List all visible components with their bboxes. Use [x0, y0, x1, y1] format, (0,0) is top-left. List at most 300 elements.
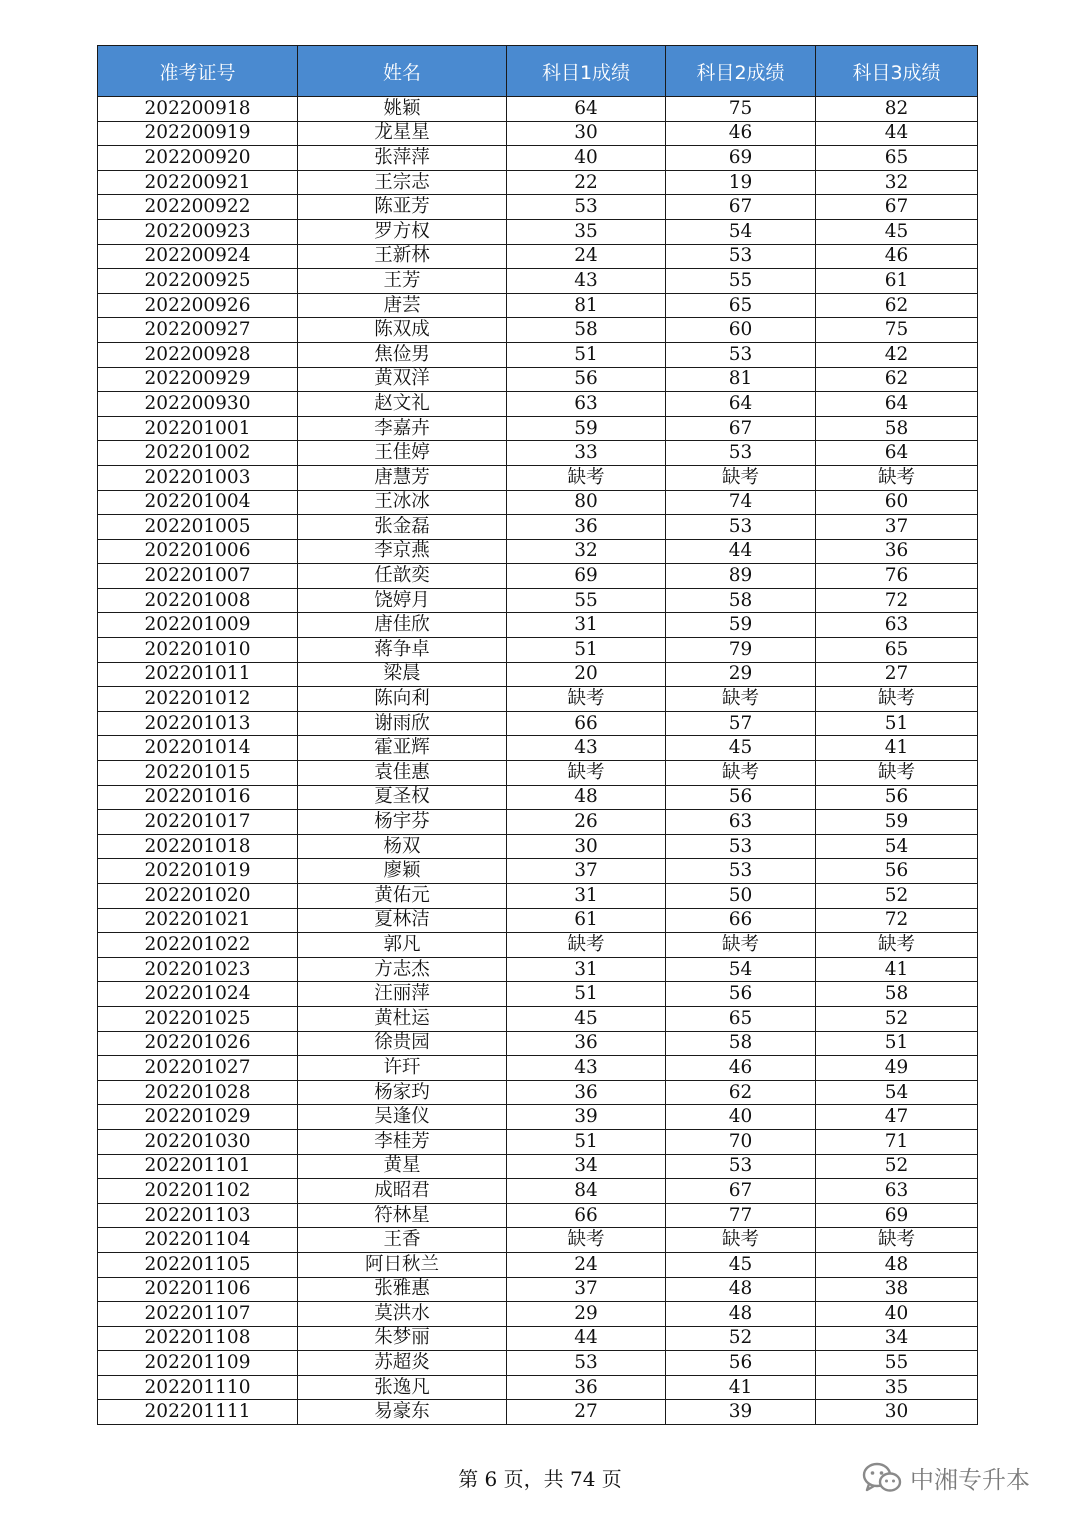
cell-name: 唐芸 — [298, 293, 507, 318]
cell-subject-2: 53 — [666, 244, 816, 269]
table-row — [98, 638, 978, 663]
table-row — [98, 1228, 978, 1253]
table-row — [98, 367, 978, 392]
cell-subject-1: 26 — [507, 810, 666, 835]
cell-subject-1: 32 — [507, 539, 666, 564]
cell-subject-3: 55 — [816, 1351, 978, 1376]
cell-subject-1: 55 — [507, 588, 666, 613]
table-row — [98, 1179, 978, 1204]
cell-subject-1: 39 — [507, 1105, 666, 1130]
cell-subject-3: 41 — [816, 736, 978, 761]
cell-subject-1: 43 — [507, 736, 666, 761]
table-row — [98, 342, 978, 367]
cell-name: 王香 — [298, 1228, 507, 1253]
cell-name: 谢雨欣 — [298, 711, 507, 736]
cell-subject-2: 63 — [666, 810, 816, 835]
cell-subject-2: 40 — [666, 1105, 816, 1130]
table-row — [98, 785, 978, 810]
cell-name: 吴逢仪 — [298, 1105, 507, 1130]
cell-subject-3: 82 — [816, 97, 978, 122]
cell-subject-2: 67 — [666, 1179, 816, 1204]
cell-subject-2: 58 — [666, 1031, 816, 1056]
table-row — [98, 1031, 978, 1056]
cell-name: 张金磊 — [298, 515, 507, 540]
table-row — [98, 933, 978, 958]
cell-subject-2: 41 — [666, 1375, 816, 1400]
cell-subject-2: 79 — [666, 638, 816, 663]
cell-name: 黄佑元 — [298, 884, 507, 909]
cell-subject-1: 24 — [507, 244, 666, 269]
cell-name: 陈亚芳 — [298, 195, 507, 220]
cell-exam-id: 202201103 — [98, 1203, 298, 1228]
table-row — [98, 736, 978, 761]
cell-subject-1: 35 — [507, 219, 666, 244]
cell-subject-2: 53 — [666, 859, 816, 884]
cell-subject-1: 30 — [507, 121, 666, 146]
table-row — [98, 1375, 978, 1400]
cell-subject-1: 31 — [507, 613, 666, 638]
cell-name: 袁佳惠 — [298, 761, 507, 786]
cell-subject-3: 35 — [816, 1375, 978, 1400]
table-row — [98, 859, 978, 884]
cell-subject-1: 缺考 — [507, 1228, 666, 1253]
cell-subject-1: 36 — [507, 515, 666, 540]
cell-subject-3: 52 — [816, 1154, 978, 1179]
cell-subject-1: 45 — [507, 1006, 666, 1031]
cell-subject-3: 72 — [816, 588, 978, 613]
cell-subject-2: 39 — [666, 1400, 816, 1425]
cell-subject-3: 63 — [816, 1179, 978, 1204]
table-row — [98, 97, 978, 122]
table-row — [98, 515, 978, 540]
cell-subject-1: 51 — [507, 1129, 666, 1154]
cell-subject-2: 55 — [666, 269, 816, 294]
cell-exam-id: 202200924 — [98, 244, 298, 269]
cell-name: 朱梦丽 — [298, 1326, 507, 1351]
cell-subject-1: 34 — [507, 1154, 666, 1179]
cell-subject-3: 62 — [816, 367, 978, 392]
cell-subject-3: 51 — [816, 711, 978, 736]
cell-subject-2: 48 — [666, 1302, 816, 1327]
cell-subject-2: 缺考 — [666, 933, 816, 958]
table-row — [98, 170, 978, 195]
cell-subject-2: 77 — [666, 1203, 816, 1228]
cell-subject-3: 60 — [816, 490, 978, 515]
cell-subject-3: 42 — [816, 342, 978, 367]
cell-subject-3: 32 — [816, 170, 978, 195]
cell-subject-3: 30 — [816, 1400, 978, 1425]
cell-subject-3: 52 — [816, 1006, 978, 1031]
cell-name: 黄杜运 — [298, 1006, 507, 1031]
cell-subject-1: 缺考 — [507, 761, 666, 786]
table-row — [98, 195, 978, 220]
cell-exam-id: 202201029 — [98, 1105, 298, 1130]
table-row — [98, 416, 978, 441]
table-row — [98, 1400, 978, 1425]
cell-subject-3: 34 — [816, 1326, 978, 1351]
cell-subject-2: 60 — [666, 318, 816, 343]
cell-subject-1: 51 — [507, 638, 666, 663]
cell-name: 王芳 — [298, 269, 507, 294]
cell-exam-id: 202201001 — [98, 416, 298, 441]
cell-subject-2: 48 — [666, 1277, 816, 1302]
cell-subject-2: 53 — [666, 834, 816, 859]
cell-subject-1: 24 — [507, 1252, 666, 1277]
table-row — [98, 1105, 978, 1130]
cell-subject-3: 67 — [816, 195, 978, 220]
cell-exam-id: 202201023 — [98, 957, 298, 982]
cell-subject-2: 46 — [666, 1056, 816, 1081]
cell-exam-id: 202201006 — [98, 539, 298, 564]
cell-exam-id: 202201010 — [98, 638, 298, 663]
cell-exam-id: 202201030 — [98, 1129, 298, 1154]
table-row — [98, 441, 978, 466]
cell-exam-id: 202200927 — [98, 318, 298, 343]
cell-subject-1: 69 — [507, 564, 666, 589]
cell-subject-2: 56 — [666, 785, 816, 810]
table-row — [98, 588, 978, 613]
table-row — [98, 1326, 978, 1351]
table-row — [98, 392, 978, 417]
cell-subject-3: 44 — [816, 121, 978, 146]
cell-exam-id: 202201107 — [98, 1302, 298, 1327]
table-row — [98, 1006, 978, 1031]
table-row — [98, 1252, 978, 1277]
table-row — [98, 711, 978, 736]
cell-subject-1: 27 — [507, 1400, 666, 1425]
table-row — [98, 834, 978, 859]
watermark-text: 中湘专升本 — [910, 1466, 1030, 1494]
cell-subject-1: 81 — [507, 293, 666, 318]
cell-exam-id: 202201108 — [98, 1326, 298, 1351]
cell-subject-2: 56 — [666, 982, 816, 1007]
cell-name: 王新林 — [298, 244, 507, 269]
cell-exam-id: 202201002 — [98, 441, 298, 466]
cell-exam-id: 202201109 — [98, 1351, 298, 1376]
cell-subject-2: 58 — [666, 588, 816, 613]
table-row — [98, 1351, 978, 1376]
cell-subject-2: 50 — [666, 884, 816, 909]
cell-subject-1: 缺考 — [507, 933, 666, 958]
cell-name: 陈向利 — [298, 687, 507, 712]
cell-exam-id: 202201105 — [98, 1252, 298, 1277]
cell-exam-id: 202200925 — [98, 269, 298, 294]
cell-subject-1: 31 — [507, 957, 666, 982]
cell-subject-1: 37 — [507, 859, 666, 884]
cell-exam-id: 202201110 — [98, 1375, 298, 1400]
cell-name: 梁晨 — [298, 662, 507, 687]
cell-subject-2: 45 — [666, 1252, 816, 1277]
cell-subject-1: 59 — [507, 416, 666, 441]
cell-exam-id: 202200922 — [98, 195, 298, 220]
cell-subject-2: 89 — [666, 564, 816, 589]
cell-subject-1: 58 — [507, 318, 666, 343]
cell-name: 杨宇芬 — [298, 810, 507, 835]
page-number: 第 6 页，共 74 页 — [458, 1467, 622, 1491]
cell-exam-id: 202200920 — [98, 146, 298, 171]
table-row — [98, 465, 978, 490]
cell-name: 焦俭男 — [298, 342, 507, 367]
cell-name: 张萍萍 — [298, 146, 507, 171]
cell-exam-id: 202200918 — [98, 97, 298, 122]
cell-subject-1: 33 — [507, 441, 666, 466]
cell-subject-1: 20 — [507, 662, 666, 687]
cell-exam-id: 202201005 — [98, 515, 298, 540]
cell-name: 夏林洁 — [298, 908, 507, 933]
cell-exam-id: 202200921 — [98, 170, 298, 195]
cell-subject-3: 76 — [816, 564, 978, 589]
cell-name: 姚颖 — [298, 97, 507, 122]
cell-name: 夏圣权 — [298, 785, 507, 810]
cell-exam-id: 202201102 — [98, 1179, 298, 1204]
cell-subject-3: 46 — [816, 244, 978, 269]
cell-subject-3: 52 — [816, 884, 978, 909]
table-row — [98, 1277, 978, 1302]
table-row — [98, 564, 978, 589]
cell-name: 饶婷月 — [298, 588, 507, 613]
table-row — [98, 219, 978, 244]
cell-subject-3: 54 — [816, 834, 978, 859]
cell-subject-3: 40 — [816, 1302, 978, 1327]
cell-subject-3: 56 — [816, 859, 978, 884]
cell-name: 蒋争卓 — [298, 638, 507, 663]
cell-subject-2: 19 — [666, 170, 816, 195]
table-row — [98, 662, 978, 687]
cell-exam-id: 202201027 — [98, 1056, 298, 1081]
header-subject-1: 科目1成绩 — [507, 46, 666, 97]
cell-name: 郭凡 — [298, 933, 507, 958]
cell-subject-3: 缺考 — [816, 687, 978, 712]
cell-exam-id: 202201016 — [98, 785, 298, 810]
cell-name: 赵文礼 — [298, 392, 507, 417]
cell-name: 李嘉卉 — [298, 416, 507, 441]
cell-exam-id: 202201015 — [98, 761, 298, 786]
cell-subject-1: 64 — [507, 97, 666, 122]
cell-subject-2: 53 — [666, 1154, 816, 1179]
cell-subject-3: 54 — [816, 1080, 978, 1105]
cell-name: 王冰冰 — [298, 490, 507, 515]
cell-subject-1: 48 — [507, 785, 666, 810]
table-row — [98, 810, 978, 835]
table-row — [98, 687, 978, 712]
cell-subject-1: 56 — [507, 367, 666, 392]
cell-subject-2: 53 — [666, 342, 816, 367]
cell-subject-2: 29 — [666, 662, 816, 687]
cell-subject-3: 27 — [816, 662, 978, 687]
cell-name: 黄双洋 — [298, 367, 507, 392]
cell-exam-id: 202201003 — [98, 465, 298, 490]
cell-name: 唐佳欣 — [298, 613, 507, 638]
cell-subject-1: 53 — [507, 195, 666, 220]
cell-subject-3: 缺考 — [816, 1228, 978, 1253]
cell-subject-3: 59 — [816, 810, 978, 835]
cell-subject-2: 81 — [666, 367, 816, 392]
cell-subject-2: 54 — [666, 219, 816, 244]
cell-name: 徐贵园 — [298, 1031, 507, 1056]
cell-subject-3: 64 — [816, 441, 978, 466]
cell-name: 黄星 — [298, 1154, 507, 1179]
cell-exam-id: 202201014 — [98, 736, 298, 761]
header-subject-2: 科目2成绩 — [666, 46, 816, 97]
cell-subject-2: 57 — [666, 711, 816, 736]
cell-exam-id: 202201017 — [98, 810, 298, 835]
cell-subject-2: 54 — [666, 957, 816, 982]
cell-subject-2: 70 — [666, 1129, 816, 1154]
cell-exam-id: 202201024 — [98, 982, 298, 1007]
table-row — [98, 146, 978, 171]
cell-name: 陈双成 — [298, 318, 507, 343]
cell-exam-id: 202200923 — [98, 219, 298, 244]
cell-subject-2: 66 — [666, 908, 816, 933]
cell-name: 杨家玓 — [298, 1080, 507, 1105]
cell-exam-id: 202201021 — [98, 908, 298, 933]
cell-subject-3: 37 — [816, 515, 978, 540]
cell-exam-id: 202200919 — [98, 121, 298, 146]
cell-subject-2: 缺考 — [666, 761, 816, 786]
cell-subject-3: 45 — [816, 219, 978, 244]
cell-exam-id: 202201007 — [98, 564, 298, 589]
cell-exam-id: 202201008 — [98, 588, 298, 613]
cell-subject-1: 66 — [507, 711, 666, 736]
cell-name: 杨双 — [298, 834, 507, 859]
watermark — [862, 1460, 1030, 1495]
cell-name: 李京燕 — [298, 539, 507, 564]
cell-subject-1: 36 — [507, 1375, 666, 1400]
table-row — [98, 908, 978, 933]
cell-name: 莫洪水 — [298, 1302, 507, 1327]
cell-subject-2: 67 — [666, 416, 816, 441]
cell-exam-id: 202201009 — [98, 613, 298, 638]
header-name: 姓名 — [298, 46, 507, 97]
score-table — [97, 45, 978, 1425]
table-row — [98, 982, 978, 1007]
cell-exam-id: 202201013 — [98, 711, 298, 736]
cell-exam-id: 202201012 — [98, 687, 298, 712]
table-row — [98, 1129, 978, 1154]
cell-subject-3: 缺考 — [816, 761, 978, 786]
cell-exam-id: 202200928 — [98, 342, 298, 367]
table-row — [98, 884, 978, 909]
cell-subject-2: 缺考 — [666, 1228, 816, 1253]
table-row — [98, 761, 978, 786]
cell-name: 任歆奕 — [298, 564, 507, 589]
cell-exam-id: 202201026 — [98, 1031, 298, 1056]
cell-name: 张逸凡 — [298, 1375, 507, 1400]
cell-name: 罗方权 — [298, 219, 507, 244]
cell-subject-2: 67 — [666, 195, 816, 220]
wechat-icon — [862, 1461, 902, 1495]
cell-exam-id: 202201004 — [98, 490, 298, 515]
cell-subject-1: 缺考 — [507, 465, 666, 490]
cell-subject-3: 58 — [816, 416, 978, 441]
cell-subject-2: 65 — [666, 1006, 816, 1031]
cell-exam-id: 202200926 — [98, 293, 298, 318]
table-row — [98, 1302, 978, 1327]
cell-subject-1: 30 — [507, 834, 666, 859]
cell-subject-3: 41 — [816, 957, 978, 982]
cell-subject-3: 47 — [816, 1105, 978, 1130]
cell-subject-1: 缺考 — [507, 687, 666, 712]
cell-name: 汪丽萍 — [298, 982, 507, 1007]
cell-subject-1: 63 — [507, 392, 666, 417]
cell-subject-2: 缺考 — [666, 687, 816, 712]
cell-exam-id: 202201106 — [98, 1277, 298, 1302]
cell-subject-3: 48 — [816, 1252, 978, 1277]
cell-subject-1: 37 — [507, 1277, 666, 1302]
cell-name: 王佳婷 — [298, 441, 507, 466]
cell-subject-3: 69 — [816, 1203, 978, 1228]
cell-exam-id: 202201111 — [98, 1400, 298, 1425]
cell-name: 廖颖 — [298, 859, 507, 884]
cell-subject-1: 36 — [507, 1080, 666, 1105]
cell-subject-1: 84 — [507, 1179, 666, 1204]
cell-name: 霍亚辉 — [298, 736, 507, 761]
cell-subject-1: 31 — [507, 884, 666, 909]
table-row — [98, 957, 978, 982]
cell-subject-3: 61 — [816, 269, 978, 294]
table-header — [98, 46, 978, 97]
cell-exam-id: 202201025 — [98, 1006, 298, 1031]
cell-exam-id: 202201028 — [98, 1080, 298, 1105]
cell-subject-3: 71 — [816, 1129, 978, 1154]
cell-subject-3: 65 — [816, 638, 978, 663]
cell-exam-id: 202201011 — [98, 662, 298, 687]
cell-subject-3: 72 — [816, 908, 978, 933]
cell-subject-3: 64 — [816, 392, 978, 417]
cell-subject-2: 53 — [666, 515, 816, 540]
cell-subject-1: 51 — [507, 342, 666, 367]
cell-exam-id: 202200929 — [98, 367, 298, 392]
cell-subject-1: 66 — [507, 1203, 666, 1228]
cell-subject-1: 51 — [507, 982, 666, 1007]
cell-subject-3: 缺考 — [816, 933, 978, 958]
cell-name: 易豪东 — [298, 1400, 507, 1425]
cell-subject-2: 62 — [666, 1080, 816, 1105]
cell-subject-2: 46 — [666, 121, 816, 146]
cell-subject-3: 63 — [816, 613, 978, 638]
table-row — [98, 244, 978, 269]
table-row — [98, 1080, 978, 1105]
cell-subject-3: 56 — [816, 785, 978, 810]
cell-name: 唐慧芳 — [298, 465, 507, 490]
cell-name: 符林星 — [298, 1203, 507, 1228]
table-row — [98, 1056, 978, 1081]
table-row — [98, 121, 978, 146]
cell-name: 苏超炎 — [298, 1351, 507, 1376]
header-exam-id: 准考证号 — [98, 46, 298, 97]
cell-exam-id: 202201018 — [98, 834, 298, 859]
cell-exam-id: 202201020 — [98, 884, 298, 909]
table-body — [98, 97, 978, 1425]
cell-exam-id: 202201101 — [98, 1154, 298, 1179]
table-row — [98, 613, 978, 638]
cell-exam-id: 202201104 — [98, 1228, 298, 1253]
cell-subject-2: 74 — [666, 490, 816, 515]
cell-subject-2: 44 — [666, 539, 816, 564]
cell-exam-id: 202200930 — [98, 392, 298, 417]
cell-subject-1: 22 — [507, 170, 666, 195]
cell-name: 许玕 — [298, 1056, 507, 1081]
cell-subject-1: 53 — [507, 1351, 666, 1376]
cell-subject-3: 缺考 — [816, 465, 978, 490]
table-row — [98, 269, 978, 294]
cell-subject-1: 44 — [507, 1326, 666, 1351]
cell-subject-3: 65 — [816, 146, 978, 171]
cell-exam-id: 202201019 — [98, 859, 298, 884]
cell-subject-1: 61 — [507, 908, 666, 933]
table-row — [98, 293, 978, 318]
cell-subject-3: 36 — [816, 539, 978, 564]
